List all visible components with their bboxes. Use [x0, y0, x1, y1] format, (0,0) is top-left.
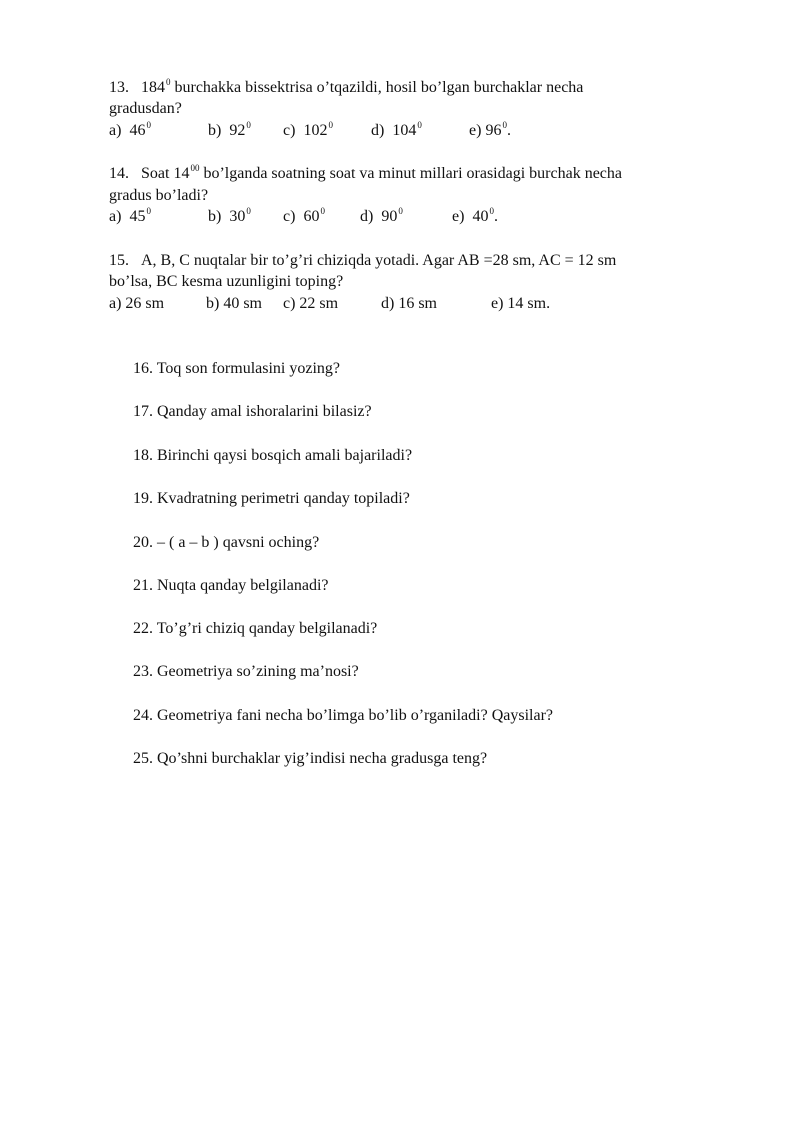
question-15-line-2: bo’lsa, BC kesma uzunligini toping?	[109, 273, 344, 290]
question-15-line-1	[109, 251, 616, 271]
question-14-line-1	[109, 164, 622, 185]
answer-option: c) 22 sm	[283, 295, 339, 312]
question-number: 15.	[109, 252, 129, 269]
question-13-line-1	[109, 78, 583, 99]
answer-option: c) $60^0$	[283, 206, 325, 225]
answer-option: a) $45^0$	[109, 206, 151, 225]
open-question: 22. To’g’ri chiziq qanday belgilanadi?	[133, 620, 378, 637]
answer-option: b) $30^0$	[208, 206, 251, 225]
open-question: 21. Nuqta qanday belgilanadi?	[133, 577, 329, 594]
question-number: 14.	[109, 165, 129, 182]
question-14-line-2: gradus bo’ladi?	[109, 187, 209, 204]
open-question: 24. Geometriya fani necha bo’limga bo’lib o’rganiladi? Qaysilar?	[133, 707, 553, 724]
degree-superscript: 0	[166, 77, 171, 87]
open-question: 19. Kvadratning perimetri qanday topiladi?	[133, 490, 410, 507]
open-question: 23. Geometriya so’zining ma’nosi?	[133, 663, 359, 680]
answer-option: c) $102^0$	[283, 120, 333, 139]
question-text: burchakka bissektrisa o’tqazildi, hosil bo’lgan burchaklar necha	[170, 79, 584, 96]
minutes-superscript: 00	[190, 163, 200, 173]
answer-option: b) 40 sm	[206, 295, 262, 312]
open-question: 25. Qo’shni burchaklar yig’indisi necha gradusga teng?	[133, 750, 488, 767]
answer-option: e) 14 sm.	[491, 295, 551, 312]
answer-option: a) $46^0$	[109, 120, 151, 139]
answer-option: d) $104^0$	[371, 120, 422, 139]
answer-option: d) $90^0$	[360, 206, 403, 225]
answer-option: a) 26 sm	[109, 295, 165, 312]
question-text: A, B, C nuqtalar bir to’g’ri chiziqda yotadi. Agar AB =28 sm, AC = 12 sm	[141, 252, 617, 269]
answer-option: e) $96^0$.	[469, 120, 511, 139]
open-question: 18. Birinchi qaysi bosqich amali bajariladi?	[133, 447, 413, 464]
question-number: 13.	[109, 79, 129, 96]
open-question: 16. Toq son formulasini yozing?	[133, 360, 341, 377]
open-question: 20. – ( a – b ) qavsni oching?	[133, 534, 320, 551]
answer-option: e) $40^0$.	[452, 206, 498, 225]
question-13-line-2: gradusdan?	[109, 100, 182, 117]
angle-value: 184	[141, 79, 165, 96]
answer-option: b) $92^0$	[208, 120, 251, 139]
answer-option: d) 16 sm	[381, 295, 437, 312]
question-text: Soat 14	[141, 165, 190, 182]
open-question: 17. Qanday amal ishoralarini bilasiz?	[133, 403, 372, 420]
question-text: bo’lganda soatning soat va minut millari orasidagi burchak necha	[199, 165, 622, 182]
